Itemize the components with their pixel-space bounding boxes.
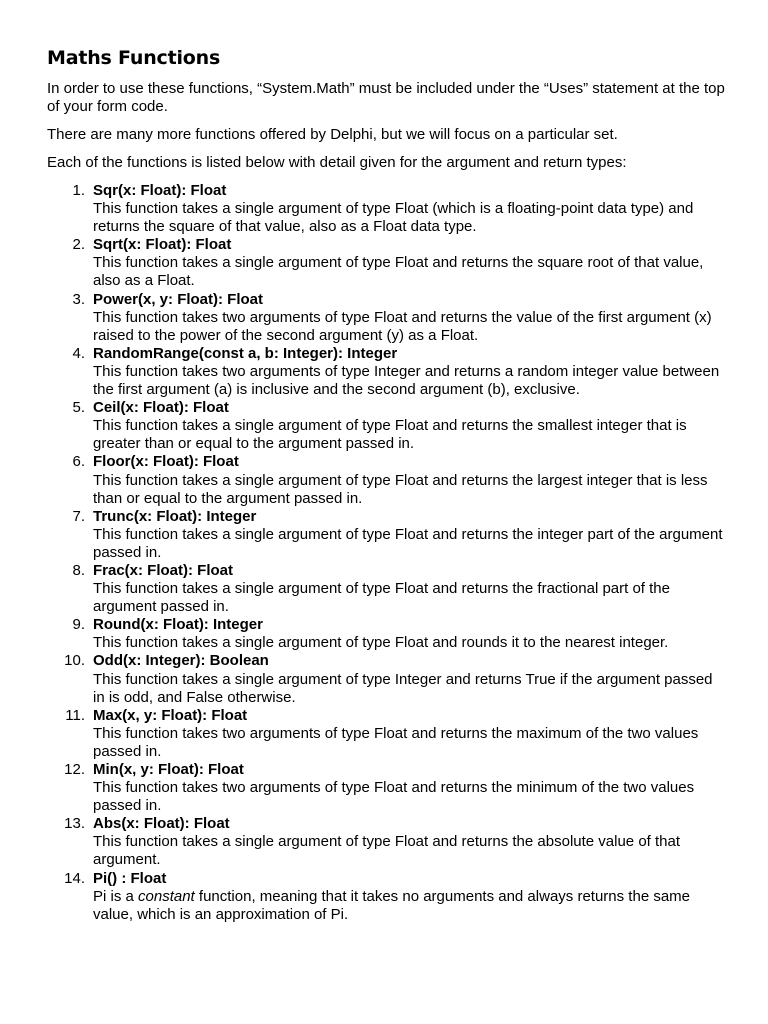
function-description: This function takes two arguments of type Float and returns the value of the first argument (x) raised to the power of the second argument (y) as a Float. <box>93 308 712 344</box>
description-emphasis: constant <box>138 887 195 905</box>
function-item-frac <box>47 562 725 616</box>
function-item-round <box>47 616 725 652</box>
list-number: 13. <box>64 815 85 833</box>
function-signature: Min(x, y: Float): Float <box>93 761 244 778</box>
function-description: This function takes a single argument of type Float and returns the largest integer that is less than or equal to the argument passed in. <box>93 471 708 507</box>
list-number: 12. <box>64 761 85 778</box>
function-description: This function takes a single argument of type Float (which is a floating-point data type) and returns the square of that value, also as a Float data type. <box>93 200 694 236</box>
function-description: This function takes a single argument of type Float and returns the smallest integer that is greater than or equal to the argument passed in. <box>93 417 687 453</box>
function-item-randomrange <box>47 345 725 399</box>
list-number: 4. <box>72 344 85 362</box>
function-description: This function takes two arguments of type Integer and returns a random integer value between the first argument (a) is inclusive and the second argument (b), exclusive. <box>93 362 720 399</box>
intro-paragraph: In order to use these functions, “System.Math” must be included under the “Uses” statement at the top of your form code. <box>47 80 725 115</box>
list-number: 1. <box>72 182 85 199</box>
scope-paragraph: There are many more functions offered by Delphi, but we will focus on a particular set. <box>47 126 618 143</box>
function-list <box>47 182 725 924</box>
function-signature: RandomRange(const a, b: Integer): Integer <box>93 344 398 362</box>
function-description: This function takes a single argument of type Float and rounds it to the nearest integer. <box>93 634 669 652</box>
function-item-abs <box>47 815 725 869</box>
function-signature: Pi() : Float <box>93 869 167 887</box>
document-page <box>47 44 725 924</box>
function-item-floor <box>47 453 725 507</box>
function-description: This function takes a single argument of type Float and returns the absolute value of that argument. <box>93 833 681 869</box>
function-item-max <box>47 707 725 761</box>
function-signature: Sqrt(x: Float): Float <box>93 236 232 254</box>
function-signature: Frac(x: Float): Float <box>93 561 234 579</box>
function-description: This function takes a single argument of type Float and returns the square root of that value, also as a Float. <box>93 254 704 290</box>
function-signature: Ceil(x: Float): Float <box>93 399 229 417</box>
list-number: 8. <box>72 561 85 579</box>
list-number: 14. <box>64 869 85 887</box>
list-number: 2. <box>72 236 85 254</box>
function-item-pi <box>47 870 725 924</box>
function-description <box>93 888 725 924</box>
function-signature: Odd(x: Integer): Boolean <box>93 652 269 670</box>
function-signature: Sqr(x: Float): Float <box>93 182 227 199</box>
function-signature: Round(x: Float): Integer <box>93 616 263 634</box>
list-number: 3. <box>72 290 85 308</box>
function-item-trunc <box>47 508 725 562</box>
function-description: This function takes two arguments of type Float and returns the maximum of the two values passed in. <box>93 724 699 760</box>
function-item-power <box>47 291 725 345</box>
function-item-ceil <box>47 399 725 453</box>
list-number: 10. <box>64 652 85 670</box>
function-description: This function takes a single argument of type Float and returns the integer part of the argument passed in. <box>93 525 723 561</box>
function-description: This function takes two arguments of type Float and returns the minimum of the two values passed in. <box>93 779 695 815</box>
page-title: Maths Functions <box>47 47 221 69</box>
function-description: This function takes a single argument of type Float and returns the fractional part of the argument passed in. <box>93 580 670 616</box>
list-number: 6. <box>72 453 85 471</box>
function-signature: Floor(x: Float): Float <box>93 453 239 471</box>
function-signature: Trunc(x: Float): Integer <box>93 507 257 525</box>
list-number: 5. <box>72 399 85 417</box>
function-signature: Power(x, y: Float): Float <box>93 290 264 308</box>
function-item-min <box>47 761 725 815</box>
list-number: 11. <box>65 706 85 724</box>
function-description: This function takes a single argument of type Integer and returns True if the argument passed in is odd, and False otherwise. <box>93 670 713 706</box>
function-signature: Abs(x: Float): Float <box>93 815 230 833</box>
description-text-after: function, meaning that it takes no arguments and always returns the same value, which is an approximation of Pi. <box>93 887 691 923</box>
list-intro-paragraph: Each of the functions is listed below with detail given for the argument and return types: <box>47 154 627 171</box>
function-item-odd <box>47 652 725 706</box>
list-number: 9. <box>72 616 85 634</box>
function-signature: Max(x, y: Float): Float <box>93 706 248 724</box>
function-item-sqr <box>47 182 725 236</box>
description-text-before: Pi is a <box>93 887 139 905</box>
list-number: 7. <box>72 507 85 525</box>
function-item-sqrt <box>47 236 725 290</box>
